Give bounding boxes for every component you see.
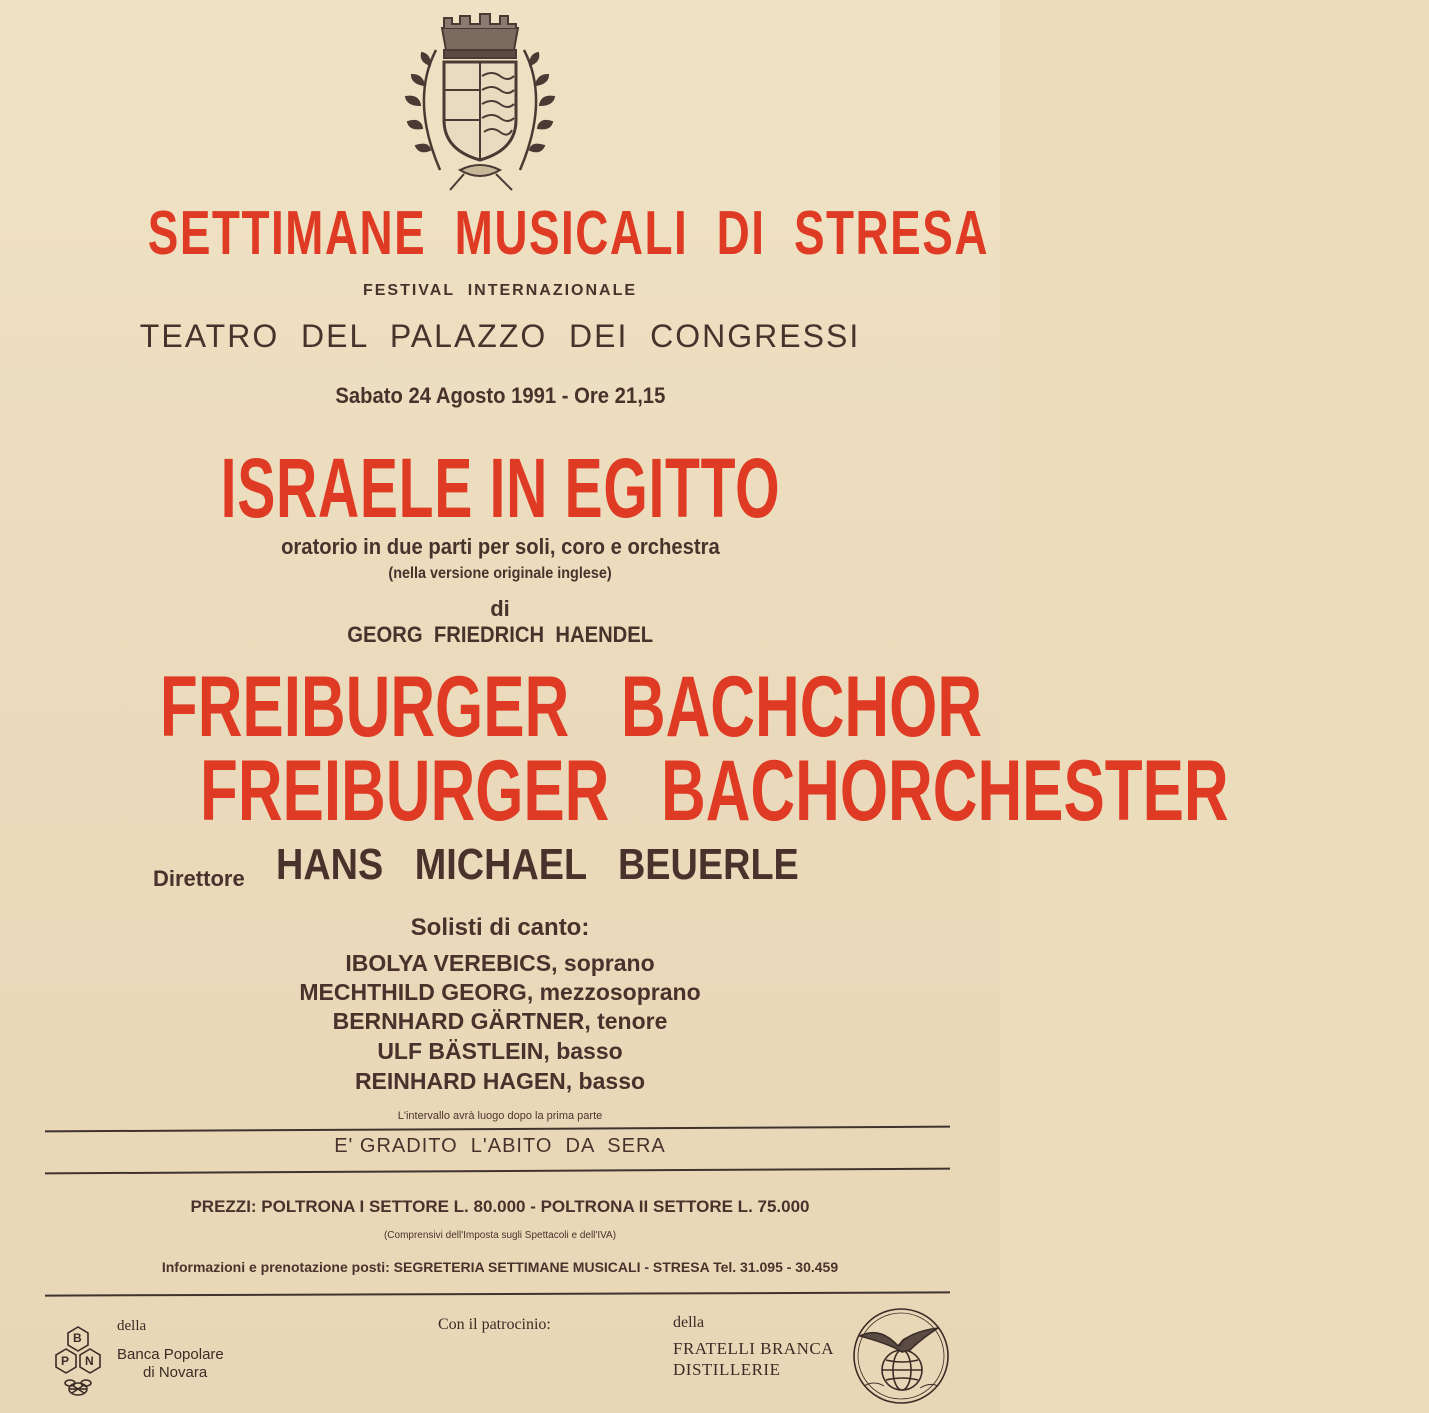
conductor-name: HANS MICHAEL BEUERLE (276, 840, 799, 889)
bank-logo-letter-b: B (73, 1331, 82, 1345)
divider-line (45, 1168, 950, 1175)
sponsor-della: della (673, 1314, 705, 1331)
soloist-item: MECHTHILD GEORG, mezzosoprano (299, 979, 701, 1005)
branca-eagle-globe-icon (850, 1306, 952, 1406)
festival-subtitle: FESTIVAL INTERNAZIONALE (362, 282, 638, 299)
by-word: di (490, 596, 510, 621)
soloist-item: BERNHARD GÄRTNER, tenore (332, 1008, 668, 1034)
date-time: Sabato 24 Agosto 1991 - Ore 21,15 (335, 383, 665, 408)
patronage-label: Con il patrocinio: (438, 1316, 551, 1333)
soloist-item: REINHARD HAGEN, basso (354, 1068, 646, 1094)
soloists-heading: Solisti di canto: (410, 914, 590, 941)
bank-logo-letter-p: P (61, 1354, 70, 1368)
conductor-label: Direttore (153, 866, 245, 891)
dress-code: E' GRADITO L'ABITO DA SERA (334, 1135, 666, 1157)
version-note: (nella versione originale inglese) (388, 565, 612, 582)
prices: PREZZI: POLTRONA I SETTORE L. 80.000 - POLTRONA II SETTORE L. 75.000 (190, 1197, 810, 1216)
sponsor-name-line1: FRATELLI BRANCA (673, 1339, 834, 1358)
bank-della: della (117, 1318, 147, 1334)
orchestra: FREIBURGER BACHORCHESTER (200, 743, 1229, 839)
coat-of-arms-icon (400, 10, 560, 195)
soloist-item: ULF BÄSTLEIN, basso (377, 1038, 623, 1064)
divider-line (45, 1126, 950, 1133)
prices-note: (Comprensivi dell'Imposta sugli Spettacoli e dell'IVA) (383, 1230, 617, 1241)
soloist-item: IBOLYA VEREBICS, soprano (345, 950, 655, 976)
venue: TEATRO DEL PALAZZO DEI CONGRESSI (139, 318, 861, 354)
bank-name-line2: di Novara (143, 1364, 208, 1381)
festival-title: SETTIMANE MUSICALI DI STRESA (147, 199, 989, 268)
interval-note: L'intervallo avrà luogo dopo la prima parte (397, 1110, 603, 1122)
work-description: oratorio in due parti per soli, coro e orchestra (280, 534, 720, 559)
bank-logo-letter-n: N (85, 1354, 94, 1368)
sponsor-name-line2: DISTILLERIE (673, 1360, 781, 1379)
composer: GEORG FRIEDRICH HAENDEL (347, 622, 653, 647)
booking-info: Informazioni e prenotazione posti: SEGRETERIA SETTIMANE MUSICALI - STRESA Tel. 31.095 - 30.459 (161, 1259, 839, 1275)
work-title: ISRAELE IN EGITTO (220, 441, 780, 535)
divider-line (45, 1291, 950, 1296)
choir: FREIBURGER BACHCHOR (159, 659, 983, 755)
bank-name-line1: Banca Popolare (117, 1346, 224, 1363)
